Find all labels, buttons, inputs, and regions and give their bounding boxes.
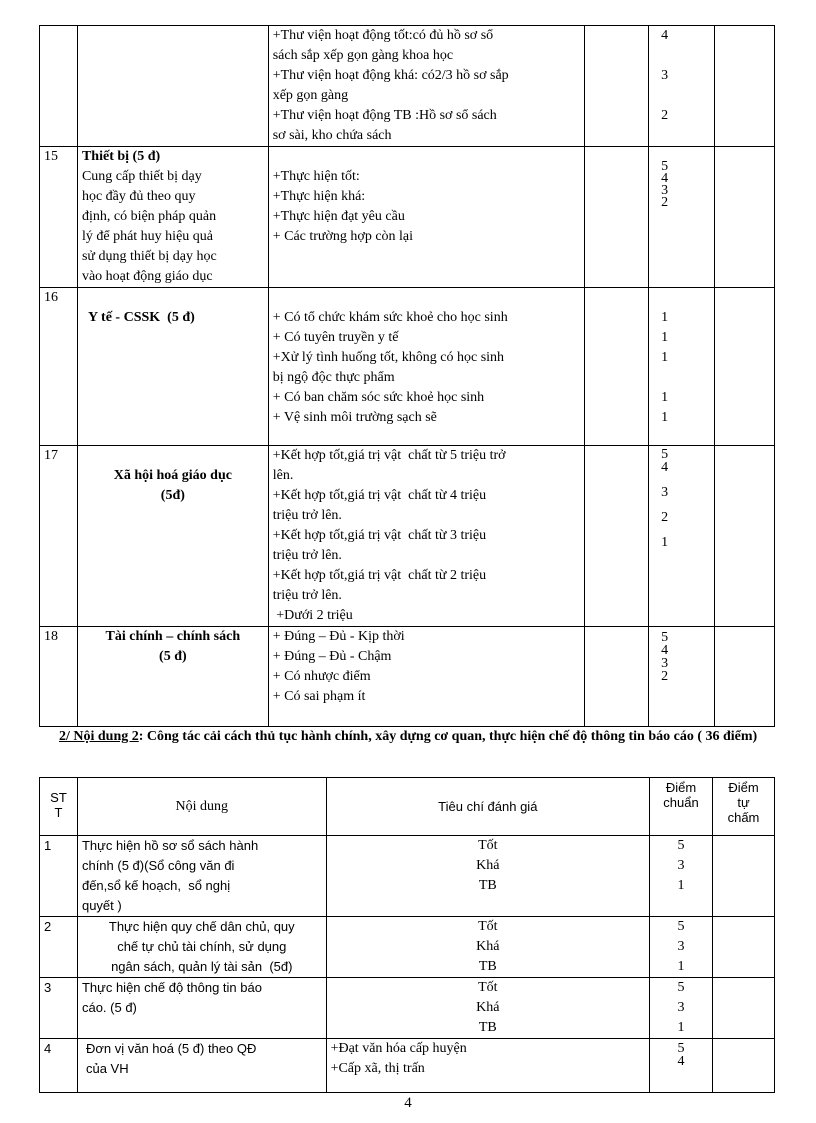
header-content: Nội dung: [77, 778, 326, 836]
content-cell: [77, 627, 268, 727]
content-cell: [77, 26, 268, 147]
criteria-table-2: [39, 777, 775, 1093]
header-stt: STT: [40, 778, 78, 836]
table-row: [40, 627, 775, 727]
content-cell: Thực hiện hồ sơ sổ sách hành chính (5 đ)(Sổ công văn đi đến,sổ kế hoạch, sổ nghị quyết ): [77, 836, 326, 917]
item-title: Thiết bị (5 đ): [81, 149, 161, 164]
content-cell: [77, 446, 268, 627]
content-cell: Đơn vị văn hoá (5 đ) theo QĐ của VH: [77, 1039, 326, 1093]
standard-score-cell: 5 4 3 2: [649, 627, 715, 727]
criteria-cell: Tốt Khá TB: [326, 917, 649, 978]
empty-cell: [585, 288, 649, 446]
table-row: [40, 836, 775, 917]
section-text: : Công tác cải cách thủ tục hành chính, xây dựng cơ quan, thực hiện chế độ thông tin báo cáo ( 36 điểm): [138, 729, 758, 744]
self-score-cell: [713, 836, 775, 917]
stt-cell: 18: [40, 627, 78, 727]
empty-cell: [585, 147, 649, 288]
self-score-cell: [713, 1039, 775, 1093]
criteria-cell: +Đạt văn hóa cấp huyện +Cấp xã, thị trấn: [326, 1039, 649, 1093]
empty-cell: [585, 446, 649, 627]
item-title: Xã hội hoá giáo dục: [113, 468, 232, 483]
criteria-cell: +Thư viện hoạt động tốt:có đủ hồ sơ sổ sách sắp xếp gọn gàng khoa học +Thư viện hoạt động khá: có2/3 hồ sơ sắp xếp gọn gàng +Thư viện hoạt động TB :Hồ sơ sổ sách sơ sài, kho chứa sách: [268, 26, 585, 147]
item-subtitle: (5đ): [160, 488, 185, 503]
criteria-cell: +Thực hiện tốt: +Thực hiện khá: +Thực hiện đạt yêu cầu + Các trường hợp còn lại: [268, 147, 585, 288]
criteria-table-1: [39, 25, 775, 727]
table-row: [40, 26, 775, 147]
content-cell: [77, 288, 268, 446]
standard-score-cell: 5 3 1: [650, 836, 713, 917]
empty-cell: [585, 26, 649, 147]
stt-cell: 2: [40, 917, 78, 978]
item-title: Y tế - CSSK (5 đ): [87, 310, 195, 325]
content-cell: Thực hiện chế độ thông tin báo cáo. (5 đ): [77, 978, 326, 1039]
stt-cell: 4: [40, 1039, 78, 1093]
header-criteria: Tiêu chí đánh giá: [326, 778, 649, 836]
table-row: [40, 147, 775, 288]
standard-score-cell: 5 3 1: [650, 978, 713, 1039]
self-score-cell: [715, 627, 775, 727]
stt-cell: [40, 26, 78, 147]
section-heading: [59, 729, 759, 745]
section-label: 2/ Nội dung 2: [59, 729, 139, 744]
standard-score-cell: 4 3 2: [649, 26, 715, 147]
self-score-cell: [713, 917, 775, 978]
item-subtitle: (5 đ): [159, 649, 187, 664]
table-row: [40, 978, 775, 1039]
stt-cell: 16: [40, 288, 78, 446]
content-cell: Thiết bị (5 đ) Cung cấp thiết bị dạy học đầy đủ theo quy định, có biện pháp quản lý để phát huy hiệu quả sử dụng thiết bị dạy học vào hoạt động giáo dục: [77, 147, 268, 288]
self-score-cell: [715, 446, 775, 627]
criteria-cell: Tốt Khá TB: [326, 978, 649, 1039]
table-row: [40, 1039, 775, 1093]
stt-cell: 15: [40, 147, 78, 288]
criteria-cell: + Đúng – Đủ - Kịp thời + Đúng – Đủ - Chậm + Có nhược điểm + Có sai phạm ít: [268, 627, 585, 727]
standard-score-cell: 5 3 1: [650, 917, 713, 978]
criteria-cell: +Kết hợp tốt,giá trị vật chất từ 5 triệu trở lên. +Kết hợp tốt,giá trị vật chất từ 4 triệu triệu trở lên. +Kết hợp tốt,giá trị vật chất từ 3 triệu triệu trở lên. +Kết hợp tốt,giá trị vật chất từ 2 triệu triệu trở lên. +Dưới 2 triệu: [268, 446, 585, 627]
header-self-score: Điểm tự chấm: [713, 778, 775, 836]
empty-cell: [585, 627, 649, 727]
standard-score-cell: 5 4: [650, 1039, 713, 1093]
stt-cell: 1: [40, 836, 78, 917]
self-score-cell: [715, 26, 775, 147]
criteria-cell: Tốt Khá TB: [326, 836, 649, 917]
table-row: [40, 917, 775, 978]
item-title: Tài chính – chính sách: [105, 629, 241, 644]
criteria-cell: + Có tổ chức khám sức khoẻ cho học sinh + Có tuyên truyền y tế +Xử lý tình huống tốt, không có học sinh bị ngộ độc thực phẩm + Có ban chăm sóc sức khoẻ học sinh + Vệ sinh môi trường sạch sẽ: [268, 288, 585, 446]
self-score-cell: [713, 978, 775, 1039]
table-row: [40, 288, 775, 446]
stt-cell: 17: [40, 446, 78, 627]
standard-score-cell: 5 4 3 2 1: [649, 446, 715, 627]
table-header-row: [40, 778, 775, 836]
standard-score-cell: 1 1 1 1 1: [649, 288, 715, 446]
page-number: 4: [404, 1095, 412, 1111]
table-row: [40, 446, 775, 627]
self-score-cell: [715, 147, 775, 288]
stt-cell: 3: [40, 978, 78, 1039]
header-standard-score: Điểm chuẩn: [650, 778, 713, 836]
standard-score-cell: 5 4 3 2: [649, 147, 715, 288]
self-score-cell: [715, 288, 775, 446]
content-cell: Thực hiện quy chế dân chủ, quy chế tự chủ tài chính, sử dụng ngân sách, quản lý tài sản (5đ): [77, 917, 326, 978]
